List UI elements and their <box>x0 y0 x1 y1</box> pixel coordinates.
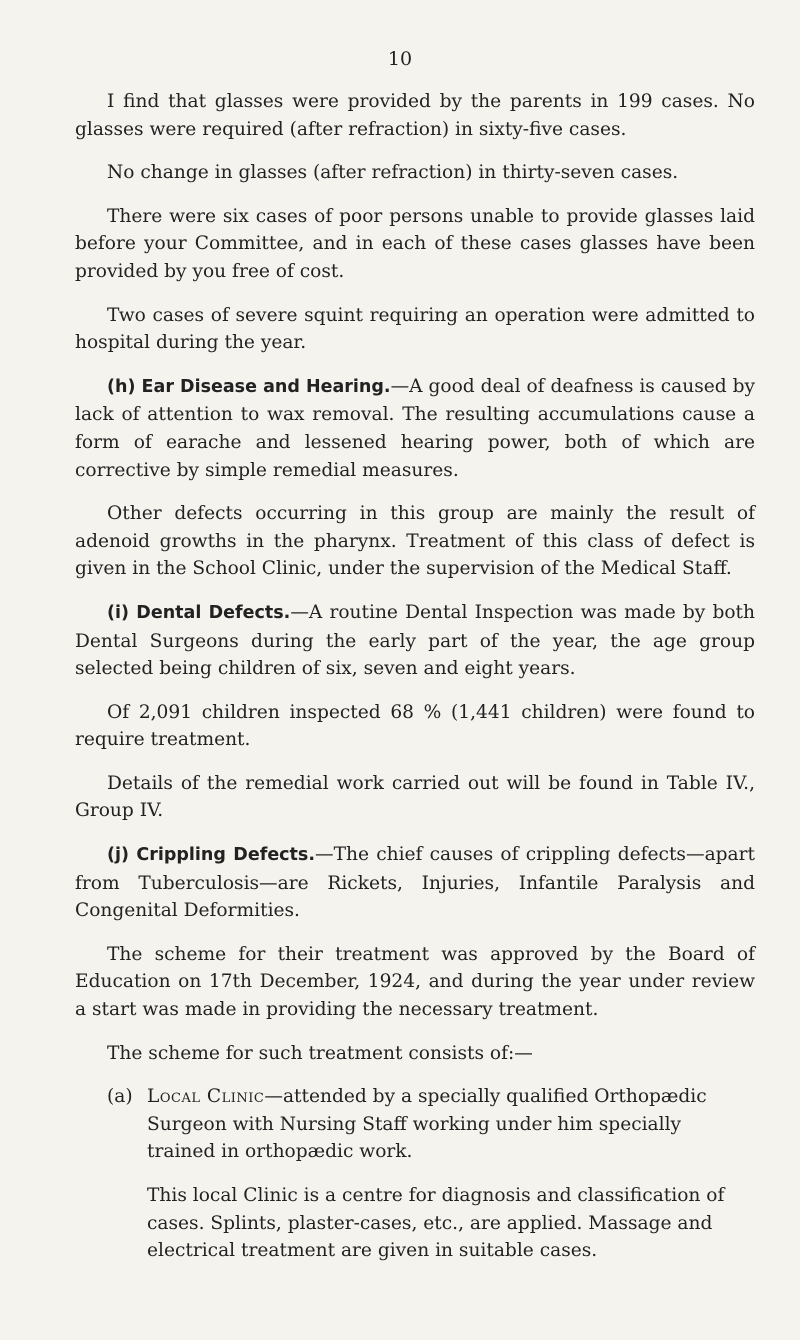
paragraph-other-defects: Other defects occurring in this group are mainly the result of adenoid growths in the pharynx. Treatment of this class of defect is given in the School Clinic, under the supervision of the Medical Staff. <box>75 503 755 580</box>
paragraph-children-inspected: Of 2,091 children inspected 68 % (1,441 children) were found to require treatment. <box>75 701 755 751</box>
section-h-heading: (h) Ear Disease and Hearing. <box>107 376 391 397</box>
paragraph-squint: Two cases of severe squint requiring an operation were admitted to hospital during the year. <box>75 304 755 354</box>
page-number: 10 <box>387 48 413 70</box>
list-marker: (a) <box>107 1086 133 1108</box>
paragraph-poor-persons: There were six cases of poor persons unable to provide glasses laid before your Committee, and in each of these cases glasses have been provided by you free of cost. <box>75 205 755 282</box>
section-j-crippling <box>75 841 755 925</box>
paragraph-scheme-consists: The scheme for such treatment consists of:— <box>107 1042 533 1064</box>
list-item-local-clinic <box>75 1083 755 1166</box>
paragraph-scheme-approved: The scheme for their treatment was approved by the Board of Education on 17th December, 1924, and during the year under review a start was made in providing the necessary treatment. <box>75 943 755 1021</box>
paragraph-no-change: No change in glasses (after refraction) in thirty-seven cases. <box>107 162 679 184</box>
local-clinic-sub-text: This local Clinic is a centre for diagnosis and classification of cases. Splints, plaster-cases, etc., are applied. Massage and electrical treatment are given in suitable cases. <box>147 1185 725 1262</box>
section-j-text: —The chief causes of crippling defects—apart from Tuberculosis—are Rickets, Injuries, Infantile Paralysis and Congenital Deformities. <box>75 844 755 922</box>
local-clinic-text: —attended by a specially qualified Orthopædic Surgeon with Nursing Staff working under him specially trained in orthopædic work. <box>147 1086 707 1163</box>
section-h-text: —A good deal of deafness is caused by lack of attention to wax removal. The resulting accumulations cause a form of earache and lessened hearing power, both of which are corrective by simple remedial measures. <box>75 375 755 481</box>
section-j-heading: (j) Crippling Defects. <box>107 845 315 866</box>
section-i-heading: (i) Dental Defects. <box>107 602 291 623</box>
section-h-ear-disease <box>75 373 755 484</box>
section-i-text: —A routine Dental Inspection was made by both Dental Surgeons during the early part of the year, the age group selected being children of six, seven and eight years. <box>75 601 755 680</box>
local-clinic-subparagraph <box>75 1182 755 1265</box>
section-i-dental <box>75 599 755 683</box>
paragraph-details-table: Details of the remedial work carried out will be found in Table IV., Group IV. <box>75 772 755 822</box>
body-text <box>75 88 755 1281</box>
local-clinic-title: Local Clinic <box>147 1086 265 1108</box>
paragraph-glasses-provided: I find that glasses were provided by the parents in 199 cases. No glasses were required (after refraction) in sixty-five cases. <box>75 91 755 140</box>
